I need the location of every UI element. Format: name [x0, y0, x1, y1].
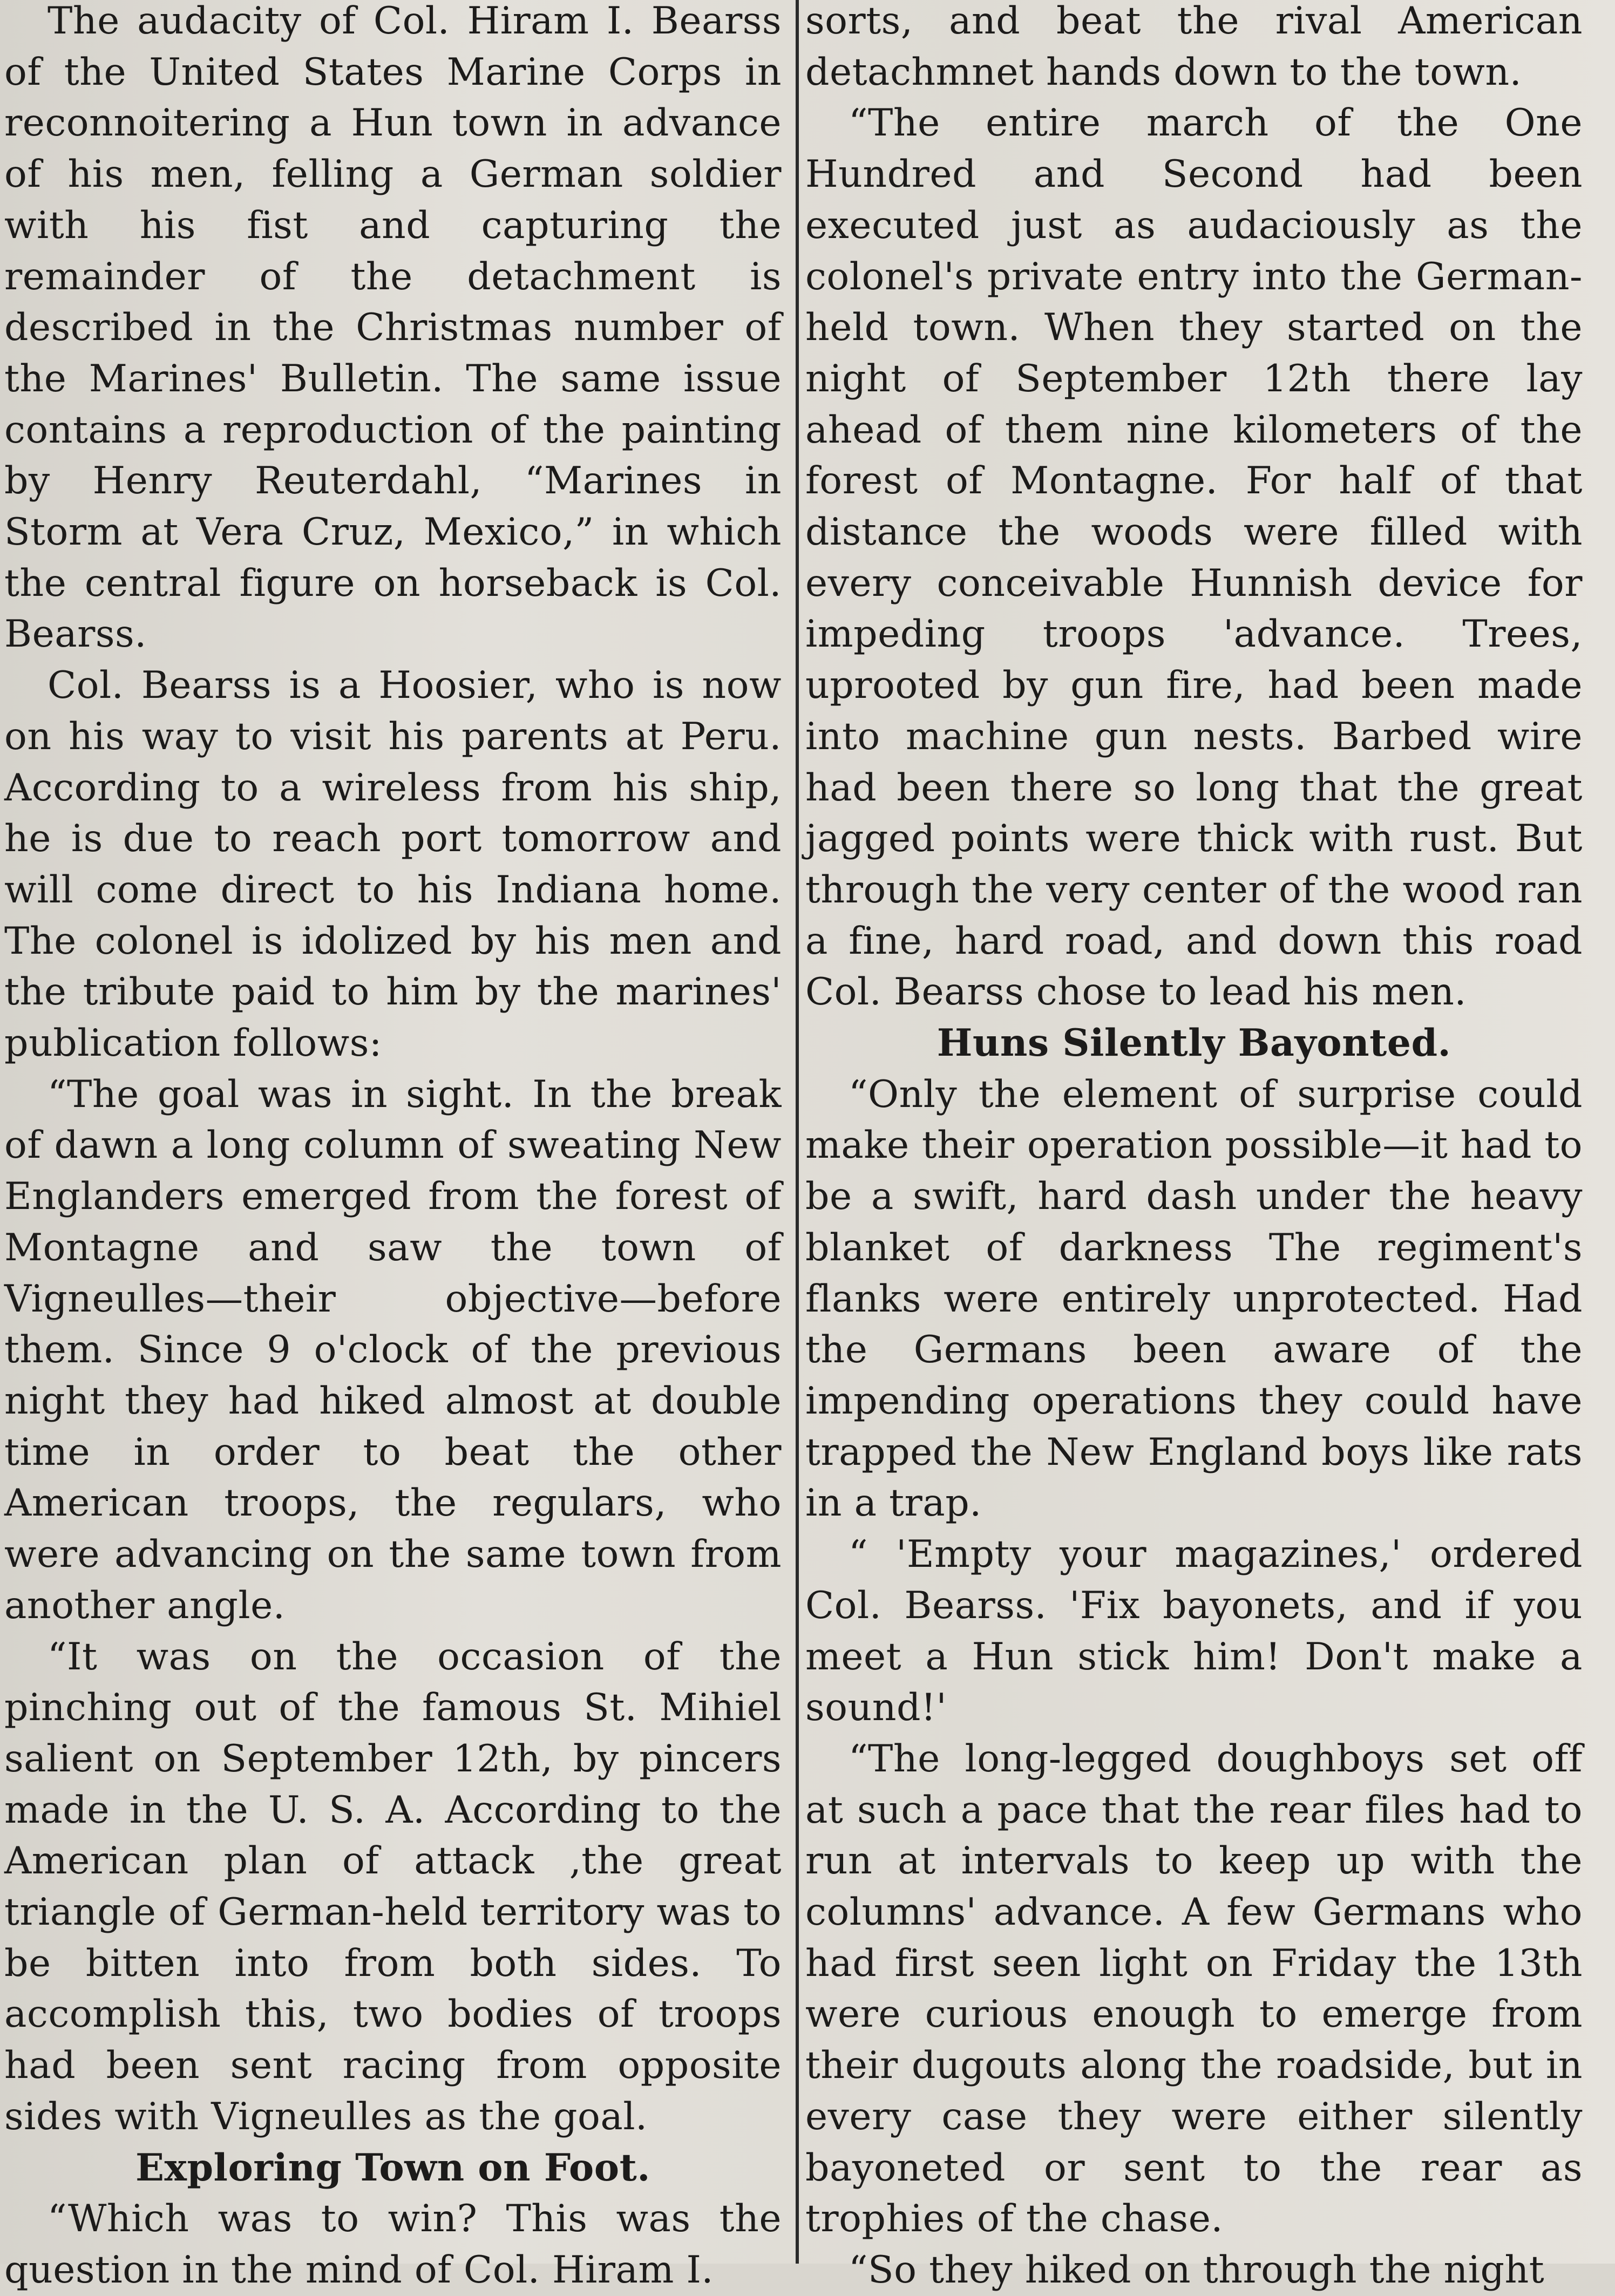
paragraph: “It was on the occasion of the pinching out of the famous St. Mihiel salient on September 12th, by pincers made in the U. S. A. According to the American plan of attack ,the great triangle of German-held territory was to be bitten into from both sides. To accomplish this, two bodies of troops had been sent racing from opposite sides with Vigneulles as the goal.	[4, 1634, 782, 2138]
left-column	[4, 0, 782, 2292]
paragraph: “So they hiked on through the night	[849, 2247, 1545, 2292]
right-column	[805, 0, 1583, 2292]
paragraph: Col. Bearss is a Hoosier, who is now on his way to visit his parents at Peru. According to a wireless from his ship, he is due to reach port tomorrow and will come direct to his Indiana home. The colonel is idolized by his men and the tribute paid to him by the marines' publication follows:	[4, 663, 782, 1065]
column-divider	[796, 0, 799, 2264]
paragraph: “ 'Empty your magazines,' ordered Col. Bearss. 'Fix bayonets, and if you meet a Hun stick him! Don't make a sound!'	[805, 1532, 1583, 1730]
paragraph: “Only the element of surprise could make their operation possible—it had to be a swift, hard dash under the heavy blanket of darkness The regiment's flanks were entirely unprotected. Had the Germans been aware of the impending operations they could have trapped the New England boys like rats in a trap.	[805, 1072, 1583, 1525]
subheading: Huns Silently Bayonted.	[937, 1021, 1451, 1065]
paragraph: “Which was to win? This was the question in the mind of Col. Hiram I.	[4, 2197, 782, 2292]
paragraph: sorts, and beat the rival American detachmnet hands down to the town.	[805, 0, 1583, 94]
paragraph: “The long-legged doughboys set off at such a pace that the rear files had to run at intervals to keep up with the columns' advance. A few Germans who had first seen light on Friday the 13th were curious enough to emerge from their dugouts along the roadside, but in every case they were either silently bayoneted or sent to the rear as trophies of the chase.	[805, 1736, 1583, 2241]
paragraph: “The entire march of the One Hundred and Second had been executed just as audaciously as the colonel's private entry into the German-held town. When they started on the night of September 12th there lay ahead of them nine kilometers of the forest of Montagne. For half of that distance the woods were filled with every conceivable Hunnish device for impeding troops 'advance. Trees, uprooted by gun fire, had been made into machine gun nests. Barbed wire had been there so long that the great jagged points were thick with rust. But through the very center of the wood ran a fine, hard road, and down this road Col. Bearss chose to lead his men.	[805, 101, 1583, 1014]
paragraph: The audacity of Col. Hiram I. Bearss of the United States Marine Corps in reconnoitering a Hun town in advance of his men, felling a German soldier with his fist and capturing the remainder of the detachment is described in the Christmas number of the Marines' Bulletin. The same issue contains a reproduction of the painting by Henry Reuterdahl, “Marines in Storm at Vera Cruz, Mexico,” in which the central figure on horseback is Col. Bearss.	[4, 0, 782, 656]
subheading: Exploring Town on Foot.	[135, 2145, 650, 2190]
paragraph: “The goal was in sight. In the break of dawn a long column of sweating New Englanders emerged from the forest of Montagne and saw the town of Vigneulles—their objective—before them. Since 9 o'clock of the previous night they had hiked almost at double time in order to beat the other American troops, the regulars, who were advancing on the same town from another angle.	[4, 1072, 782, 1627]
